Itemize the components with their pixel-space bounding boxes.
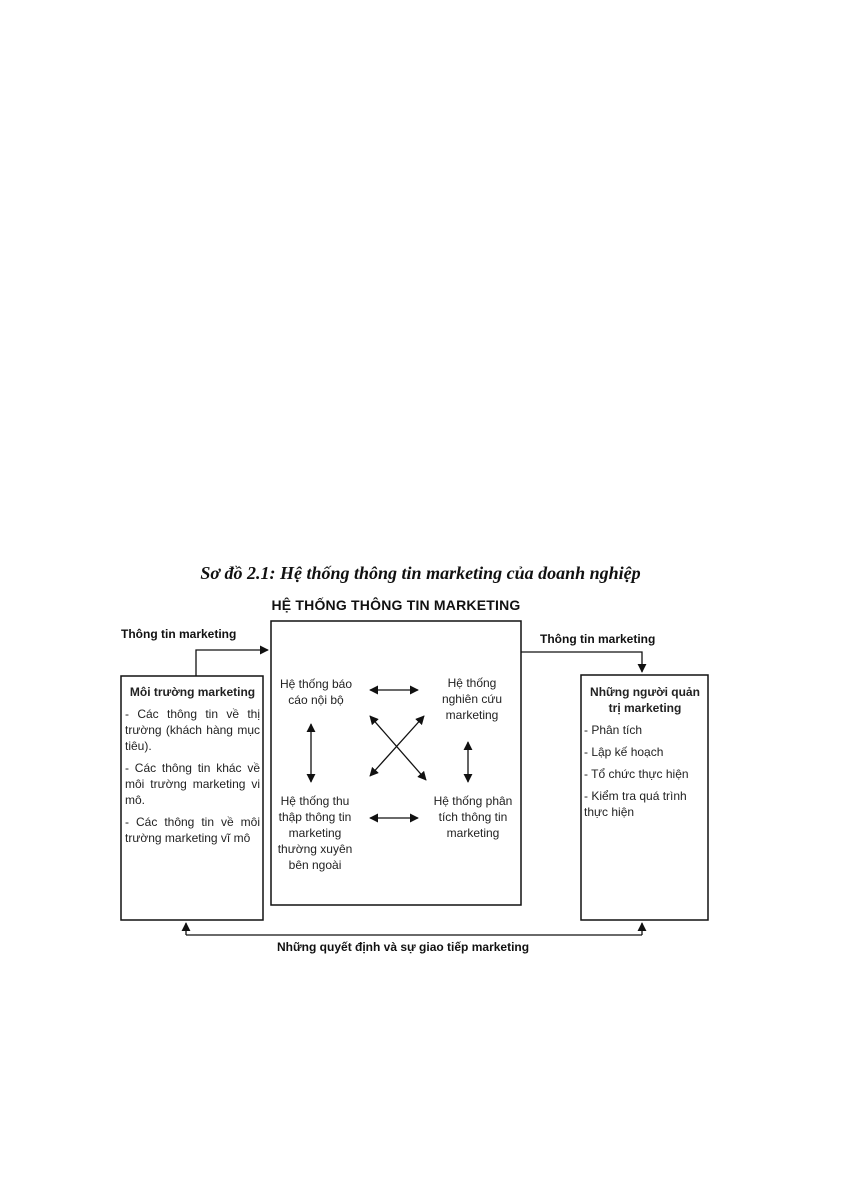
flow-arrow-center-to-right: [521, 652, 642, 672]
flow-label-left: Thông tin marketing: [121, 627, 237, 641]
right-box-item-3: - Tổ chức thực hiện: [584, 767, 689, 781]
arrow-diagonal-down: [370, 716, 426, 780]
right-box-heading: Những người quản trị marketing: [590, 685, 700, 715]
internal-report-system: Hệ thống báo cáo nội bộ: [279, 677, 353, 707]
flow-label-bottom: Những quyết định và sự giao tiếp marketing: [277, 940, 530, 954]
marketing-research-system: Hệ thống nghiên cứu marketing: [441, 676, 503, 722]
diagram-caption: Sơ đồ 2.1: Hệ thống thông tin marketing của doanh nghiệp: [200, 563, 641, 583]
left-box-item-2: - Các thông tin khác về môi trường marketing vi mô.: [125, 761, 260, 807]
left-box-item-1: - Các thông tin về thị trường (khách hàng mục tiêu).: [125, 707, 260, 753]
left-box-item-3: - Các thông tin về môi trường marketing vĩ mô: [125, 815, 260, 845]
right-box: [584, 684, 706, 826]
marketing-intelligence-system: Hệ thống thu thập thông tin marketing thường xuyên bên ngoài: [277, 794, 353, 872]
right-box-item-2: - Lập kế hoạch: [584, 745, 664, 759]
flow-label-right: Thông tin marketing: [540, 632, 656, 646]
right-box-item-4: - Kiểm tra quá trình thực hiện: [584, 789, 687, 819]
right-box-item-1: - Phân tích: [584, 723, 643, 737]
system-title: HỆ THỐNG THÔNG TIN MARKETING: [271, 597, 521, 613]
left-box: [125, 684, 260, 852]
marketing-analysis-system: Hệ thống phân tích thông tin marketing: [433, 794, 513, 840]
left-box-heading: Môi trường marketing: [129, 685, 256, 699]
flow-arrow-left-to-center: [196, 650, 268, 676]
